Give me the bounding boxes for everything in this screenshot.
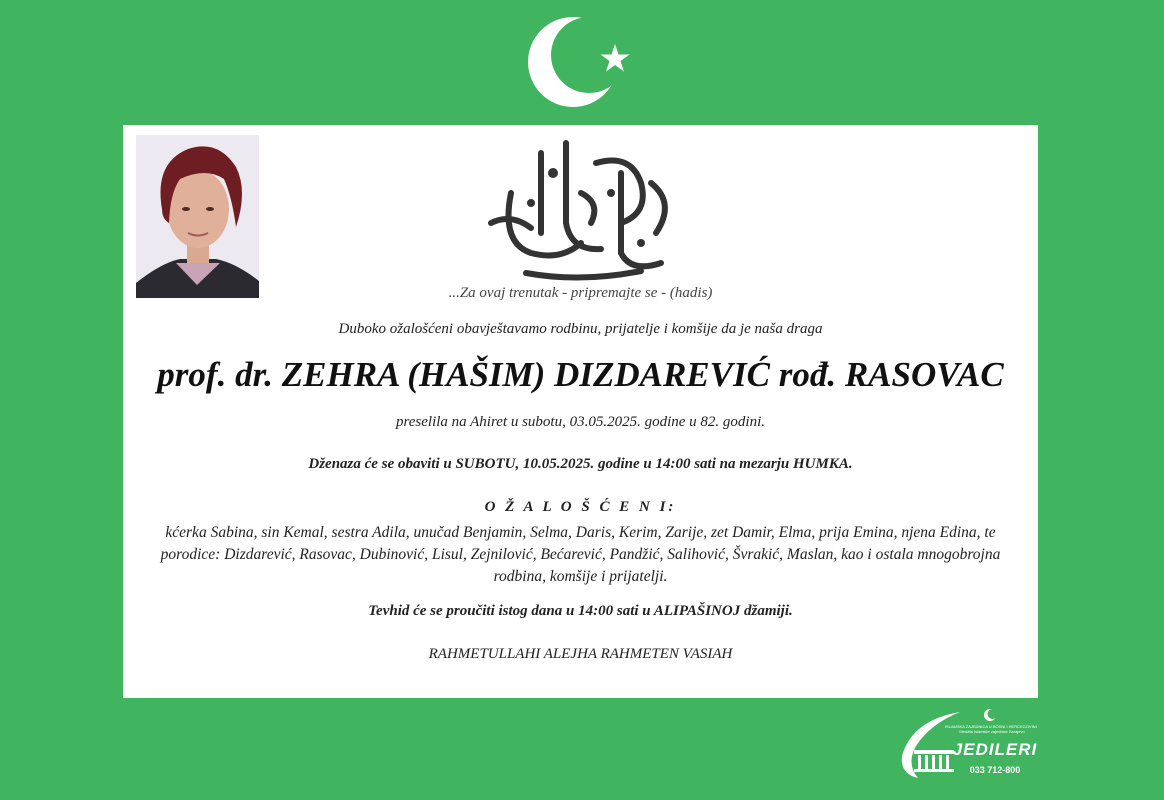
crescent-star-icon	[525, 10, 635, 114]
closing-prayer: RAHMETULLAHI ALEJHA RAHMETEN VASIAH	[428, 646, 733, 662]
mourners-list: kćerka Sabina, sin Kemal, sestra Adila, unučad Benjamin, Selma, Daris, Kerim, Zarije, zet Damir, Elma, prija Emina, njena Edina, te porodice: Dizdarević, Rasovac, Dubinović, Lisul, Zejnilović, Bećarević, Pandžić, Salihović, Švrakić, Maslan, kao i ostala mnogobrojna rodbina, komšije i prijatelji.	[160, 524, 1001, 585]
arabic-calligraphy-icon	[471, 133, 691, 285]
hadith-quote: ...Za ovaj trenutak - pripremajte se - (hadis)	[448, 285, 713, 301]
death-notice: preselila na Ahiret u subotu, 03.05.2025. godine u 82. godini.	[395, 414, 766, 430]
intro-text: Duboko ožalošćeni obavještavamo rodbinu, prijatelje i komšije da je naša draga	[338, 321, 823, 337]
portrait-photo	[136, 135, 259, 298]
tevhid-info: Tevhid će se proučiti istog dana u 14:00 sati u ALIPAŠINOJ džamiji.	[368, 603, 793, 619]
logo-name: JEDILERI	[952, 740, 1038, 759]
logo-phone: 033 712-800	[969, 765, 1021, 775]
mourners-heading: O Ž A L O Š Ć E N I:	[484, 499, 677, 515]
obituary-card	[123, 125, 1038, 698]
funeral-info: Dženaza će se obaviti u SUBOTU, 10.05.2025. godine u 14:00 sati na mezarju HUMKA.	[308, 456, 853, 472]
logo-tagline: ISLAMSKA ZAJEDNICA U BOSNI I HERCEGOVINI · Medžlis Islamske zajednice Sarajevo	[944, 724, 1040, 734]
deceased-name: prof. dr. ZEHRA (HAŠIM) DIZDAREVIĆ rođ. RASOVAC	[157, 355, 1004, 394]
